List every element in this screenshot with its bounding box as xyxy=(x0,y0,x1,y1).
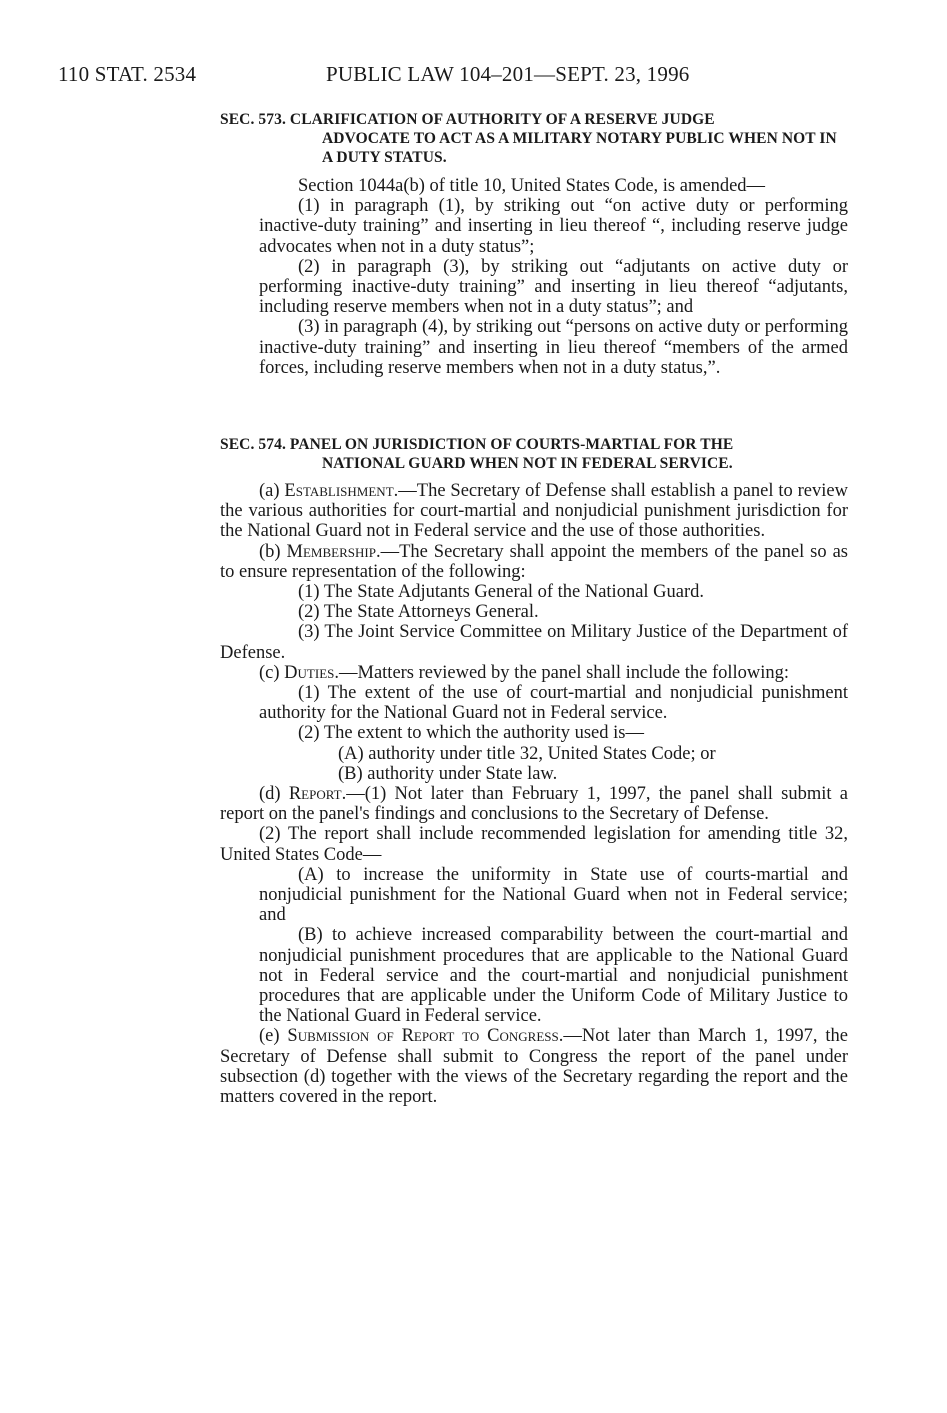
section-574-heading xyxy=(220,435,850,473)
subsection-b-caption: Membership xyxy=(286,541,376,562)
section-573-item-2: (2) in paragraph (3), by striking out “adjutants on active duty or performing inactive-duty training” and inserting in lieu thereof “adjutants, including reserve members when not in a duty status”; and xyxy=(259,256,848,318)
subsection-b-item-1: (1) The State Adjutants General of the National Guard. xyxy=(298,582,705,603)
law-citation: PUBLIC LAW 104–201—SEPT. 23, 1996 xyxy=(326,62,690,86)
subsection-c-label: (c) xyxy=(259,662,285,683)
subsection-d-label: (d) xyxy=(259,784,289,805)
section-573-heading-rest: ADVOCATE TO ACT AS A MILITARY NOTARY PUBLIC WHEN NOT IN A DUTY STATUS. xyxy=(322,130,837,166)
subsection-c-text: .—Matters reviewed by the panel shall include the following: xyxy=(334,662,790,683)
subsection-e-label: (e) xyxy=(259,1026,288,1047)
subsection-b-label: (b) xyxy=(259,541,287,562)
section-573-item-1: (1) in paragraph (1), by striking out “on active duty or performing inactive-duty training” and inserting in lieu thereof “, including reserve judge advocates when not in a duty status”; xyxy=(259,196,848,257)
subsection-d-para-2-B: (B) to achieve increased comparability between the court-martial and nonjudicial punishment procedures that are applicable to the National Guard not in Federal service and the court-martial and nonjudicial punishment procedures that are applicable under the Uniform Code of Military Justice to the National Guard in Federal service. xyxy=(259,925,848,1027)
subsection-a xyxy=(220,481,848,542)
subsection-d-text: .—(1) Not later than February 1, 1997, the panel shall submit a report on the panel's findings and conclusions to the Secretary of Defense. xyxy=(220,784,848,825)
subsection-a-text: .—The Secretary of Defense shall establish a panel to review the various authorities for court-martial and nonjudicial punishment jurisdiction for the National Guard not in Federal service and the use of those authorities. xyxy=(220,481,848,542)
subsection-c-caption: Duties xyxy=(284,662,335,683)
subsection-e-caption: Submission of Report to Congress xyxy=(287,1026,559,1047)
section-573-heading-line1: SEC. 573. CLARIFICATION OF AUTHORITY OF A RESERVE JUDGE xyxy=(220,111,715,128)
section-573-item-3: (3) in paragraph (4), by striking out “persons on active duty or performing inactive-duty training” and inserting in lieu thereof “members of the armed forces, including reserve members when not in a duty status,”. xyxy=(259,317,848,378)
section-574-body xyxy=(220,481,848,1107)
subsection-d-caption: Report xyxy=(288,784,342,805)
subsection-e-text: .—Not later than March 1, 1997, the Secretary of Defense shall submit to Congress the report of the panel under subsection (d) together with the views of the Secretary regarding the report and the matters covered in the report. xyxy=(220,1026,848,1108)
subsection-a-caption: Establishment xyxy=(284,481,394,501)
subsection-c-item-2: (2) The extent to which the authority used is— xyxy=(298,723,644,744)
section-573-body xyxy=(220,176,848,378)
subsection-b xyxy=(220,542,848,582)
section-573-intro: Section 1044a(b) of title 10, United States Code, is amended— xyxy=(298,176,766,196)
page-folio: 110 STAT. 2534 xyxy=(58,62,197,86)
section-574-heading-line1: SEC. 574. PANEL ON JURISDICTION OF COURTS-MARTIAL FOR THE xyxy=(220,436,734,453)
running-head xyxy=(58,62,858,92)
section-573-heading xyxy=(220,110,850,167)
subsection-d-para-2: (2) The report shall include recommended legislation for amending title 32, United States Code— xyxy=(220,824,848,865)
subsection-c xyxy=(220,663,848,683)
subsection-b-item-3: (3) The Joint Service Committee on Military Justice of the Department of Defense. xyxy=(220,622,848,663)
subsection-a-label: (a) xyxy=(259,481,285,501)
subsection-c-item-2-A: (A) authority under title 32, United States Code; or xyxy=(338,743,716,764)
subsection-c-item-2-B: (B) authority under State law. xyxy=(338,763,558,784)
subsection-b-item-2: (2) The State Attorneys General. xyxy=(298,602,539,623)
section-574-heading-rest: NATIONAL GUARD WHEN NOT IN FEDERAL SERVICE. xyxy=(322,455,733,472)
subsection-c-item-1: (1) The extent of the use of court-martial and nonjudicial punishment authority for the National Guard not in Federal service. xyxy=(259,683,848,724)
subsection-d xyxy=(220,784,848,824)
subsection-e xyxy=(220,1026,848,1107)
subsection-d-para-2-A: (A) to increase the uniformity in State use of courts-martial and nonjudicial punishment for the National Guard when not in Federal service; and xyxy=(259,864,848,926)
subsection-b-text: .—The Secretary shall appoint the members of the panel so as to ensure representation of the following: xyxy=(220,541,848,582)
